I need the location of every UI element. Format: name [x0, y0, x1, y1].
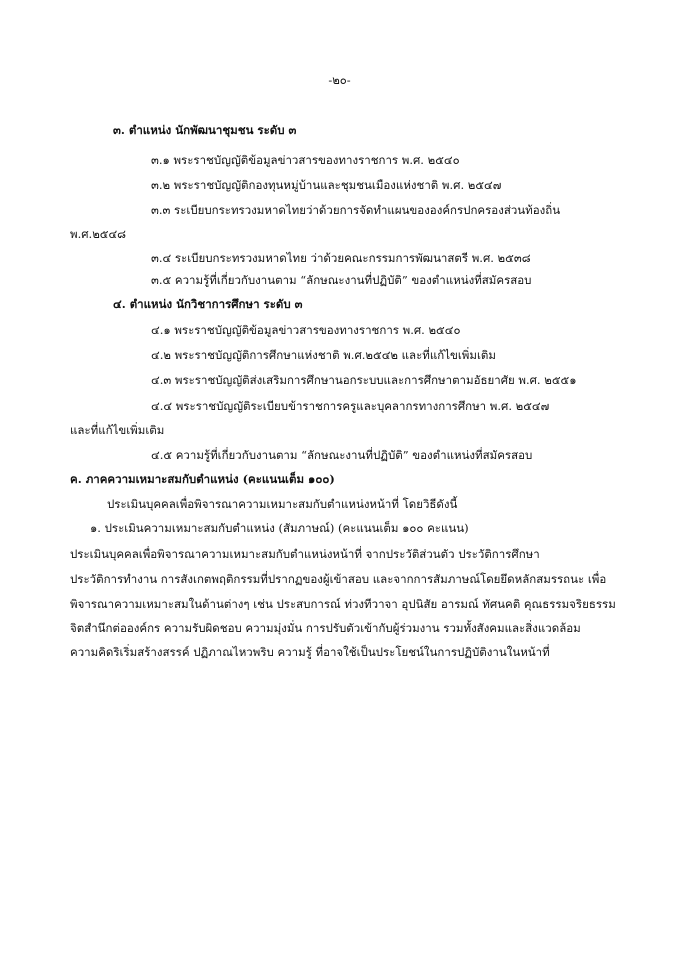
section-4-item-3: ๔.๓ พระราชบัญญัติส่งเสริมการศึกษานอกระบบและการศึกษาตามอัธยาศัย พ.ศ. ๒๕๕๑ — [151, 373, 577, 387]
section-3-item-2: ๓.๒ พระราชบัญญัติกองทุนหมู่บ้านและชุมชนเมืองแห่งชาติ พ.ศ. ๒๕๔๗ — [151, 178, 502, 192]
section-4-heading: ๔. ตำแหน่ง นักวิชาการศึกษา ระดับ ๓ — [113, 297, 303, 311]
section-3-item-3: ๓.๓ ระเบียบกระทรวงมหาดไทยว่าด้วยการจัดทำแผนขององค์กรปกครองส่วนท้องถิ่น — [151, 203, 561, 217]
part-c-paragraph-line-3: พิจารณาความเหมาะสมในด้านต่างๆ เช่น ประสบการณ์ ท่วงทีวาจา อุปนิสัย อารมณ์ ทัศนคติ คุณธรรมจริยธรรม — [70, 597, 616, 611]
part-c-item-1: ๑. ประเมินความเหมาะสมกับตำแหน่ง (สัมภาษณ์) (คะแนนเต็ม ๑๐๐ คะแนน) — [90, 521, 469, 535]
section-3-item-4: ๓.๔ ระเบียบกระทรวงมหาดไทย ว่าด้วยคณะกรรมการพัฒนาสตรี พ.ศ. ๒๕๓๘ — [151, 251, 531, 265]
section-3-item-5: ๓.๕ ความรู้ที่เกี่ยวกับงานตาม “ลักษณะงานที่ปฏิบัติ” ของตำแหน่งที่สมัครสอบ — [151, 273, 532, 287]
section-4-item-4: ๔.๔ พระราชบัญญัติระเบียบข้าราชการครูและบุคลากรทางการศึกษา พ.ศ. ๒๕๔๗ — [151, 399, 550, 413]
section-4-item-2: ๔.๒ พระราชบัญญัติการศึกษาแห่งชาติ พ.ศ.๒๕๔๒ และที่แก้ไขเพิ่มเติม — [151, 348, 496, 362]
section-3-heading: ๓. ตำแหน่ง นักพัฒนาชุมชน ระดับ ๓ — [113, 123, 297, 137]
section-4-item-4-continued: และที่แก้ไขเพิ่มเติม — [70, 423, 165, 437]
part-c-paragraph-line-4: จิตสำนึกต่อองค์กร ความรับผิดชอบ ความมุ่งมั่น การปรับตัวเข้ากับผู้ร่วมงาน รวมทั้งสังคมและสิ่งแวดล้อม — [70, 621, 581, 635]
part-c-paragraph-line-5: ความคิดริเริ่มสร้างสรรค์ ปฏิภาณไหวพริบ ความรู้ ที่อาจใช้เป็นประโยชน์ในการปฏิบัติงานในหน้าที่ — [70, 645, 550, 659]
part-c-paragraph-line-1: ประเมินบุคคลเพื่อพิจารณาความเหมาะสมกับตำแหน่งหน้าที่ จากประวัติส่วนตัว ประวัติการศึกษา — [70, 547, 540, 561]
part-c-heading: ค. ภาคความเหมาะสมกับตำแหน่ง (คะแนนเต็ม ๑๐๐) — [70, 472, 335, 486]
part-c-paragraph-line-2: ประวัติการทำงาน การสังเกตพฤติกรรมที่ปรากฏของผู้เข้าสอบ และจากการสัมภาษณ์โดยยึดหลักสมรรถนะ เพื่อ — [70, 572, 607, 586]
section-4-item-1: ๔.๑ พระราชบัญญัติข้อมูลข่าวสารของทางราชการ พ.ศ. ๒๕๔๐ — [151, 323, 461, 337]
page-number: -๒๐- — [328, 73, 351, 87]
part-c-intro: ประเมินบุคคลเพื่อพิจารณาความเหมาะสมกับตำแหน่งหน้าที่ โดยวิธีดังนี้ — [107, 497, 458, 511]
section-3-item-1: ๓.๑ พระราชบัญญัติข้อมูลข่าวสารของทางราชการ พ.ศ. ๒๕๔๐ — [151, 153, 460, 167]
section-4-item-5: ๔.๕ ความรู้ที่เกี่ยวกับงานตาม “ลักษณะงานที่ปฏิบัติ” ของตำแหน่งที่สมัครสอบ — [151, 448, 533, 462]
section-3-item-3-continued: พ.ศ.๒๕๔๘ — [70, 227, 127, 241]
